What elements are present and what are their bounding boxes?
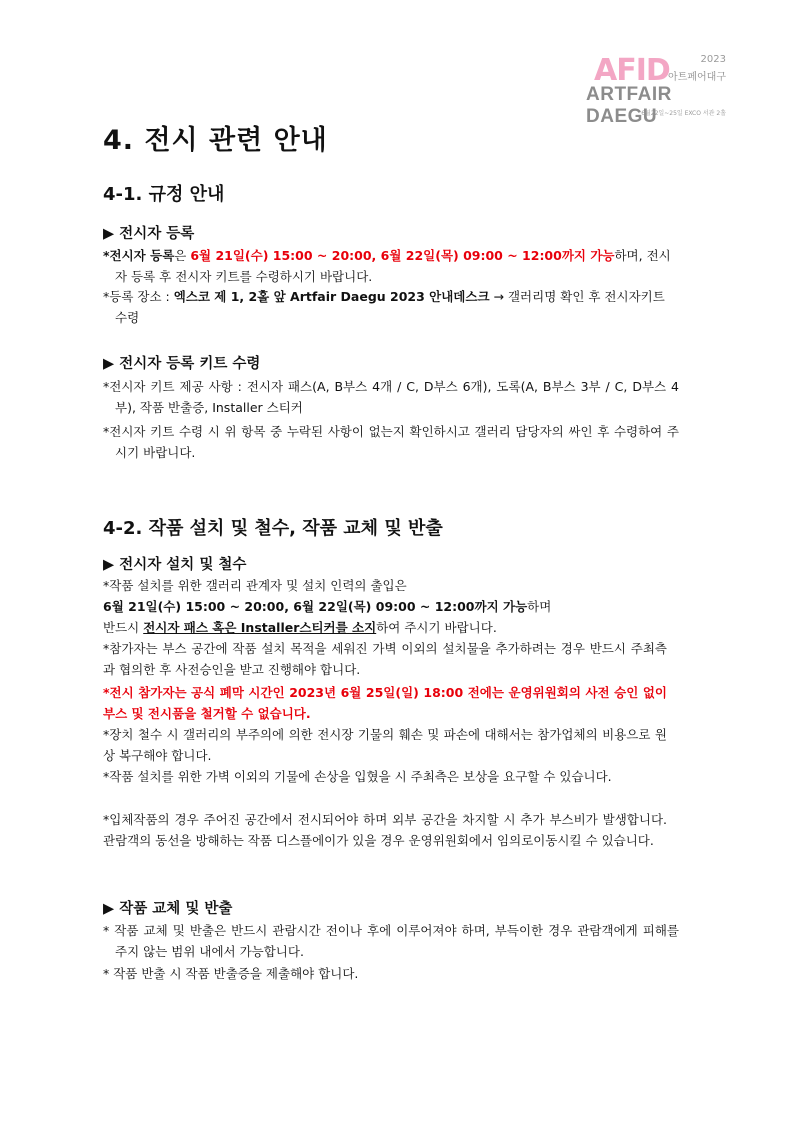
kit-contents-paragraph: *전시자 키트 제공 사항 : 전시자 패스(A, B부스 4개 / C, D부스 6개), 도록(A, B부스 3부 / C, D부스 4부), 작품 반출증, Installer 스티커 [103,379,679,415]
install-pass-line: 반드시 전시자 패스 혹은 Installer스티커를 소지하여 주시기 바랍니다. [103,620,497,635]
install-removal-heading: ▶ 전시자 설치 및 철수 [103,557,247,573]
exhibitor-kit-heading: ▶ 전시자 등록 키트 수령 [103,356,261,372]
damage-restoration-paragraph: *장치 철수 시 갤러리의 부주의에 의한 전시장 기물의 훼손 및 파손에 대해서는 참가업체의 비용으로 원상 복구해야 합니다. [103,727,667,763]
section-4-2-heading: 4-2. 작품 설치 및 철수, 작품 교체 및 반출 [103,518,443,539]
booth-installation-paragraph: *참가자는 부스 공간에 작품 설치 목적을 세워진 가벽 이외의 설치물을 추가하려는 경우 반드시 주최측과 협의한 후 사전승인을 받고 진행해야 합니다. [103,641,667,677]
registration-period-paragraph: *전시자 등록은 6월 21일(수) 15:00 ~ 20:00, 6월 22일(목) 09:00 ~ 12:00까지 가능하며, 전시자 등록 후 전시자 키트를 수령하시기 바랍니다. [103,248,671,284]
logo-year: 2023 [700,54,726,65]
three-dimensional-works-paragraph: *입체작품의 경우 주어진 공간에서 전시되어야 하며 외부 공간을 차지할 시 추가 부스비가 발생합니다. 관람객의 동선을 방해하는 작품 디스플에이가 있을 경우 운영위원회에서 임의로이동시킬 수 있습니다. [103,812,667,848]
logo-mark: AFID [594,53,670,88]
kit-receipt-paragraph: *전시자 키트 수령 시 위 항목 중 누락된 사항이 없는지 확인하시고 갤러리 담당자의 싸인 후 수령하여 주시기 바랍니다. [103,424,679,460]
artwork-swap-heading: ▶ 작품 교체 및 반출 [103,901,233,917]
logo-dates: 6월22일~25일 EXCO 서관 2홀 [641,110,726,117]
install-access-line: *작품 설치를 위한 갤러리 관계자 및 설치 인력의 출입은 [103,578,407,593]
no-early-removal-notice: *전시 참가자는 공식 폐막 시간인 2023년 6월 25일(일) 18:00 전에는 운영위원회의 사전 승인 없이 부스 및 전시품을 철거할 수 없습니다. [103,685,667,721]
logo-korean-name: 아트페어대구 [668,72,726,83]
logo-english-name: ARTFAIR DAEGU [586,84,672,127]
section-4-1-heading: 4-1. 규정 안내 [103,184,225,205]
install-period-line: 6월 21일(수) 15:00 ~ 20:00, 6월 22일(목) 09:00 ~ 12:00까지 가능하며 [103,599,552,614]
artfair-daegu-logo [586,48,726,127]
page-title: 4. 전시 관련 안내 [103,125,328,156]
registration-location-paragraph: *등록 장소 : 엑스코 제 1, 2홀 앞 Artfair Daegu 2023 안내데스크 → 갤러리명 확인 후 전시자키트 수령 [103,289,665,325]
carry-out-permit-paragraph: * 작품 반출 시 작품 반출증을 제출해야 합니다. [103,966,359,981]
compensation-paragraph: *작품 설치를 위한 가벽 이외의 기물에 손상을 입혔을 시 주최측은 보상을 요구할 수 있습니다. [103,769,612,784]
exhibitor-registration-heading: ▶ 전시자 등록 [103,226,195,242]
artwork-swap-paragraph: * 작품 교체 및 반출은 반드시 관람시간 전이나 후에 이루어져야 하며, 부득이한 경우 관람객에게 피해를 주지 않는 범위 내에서 가능합니다. [103,923,679,959]
